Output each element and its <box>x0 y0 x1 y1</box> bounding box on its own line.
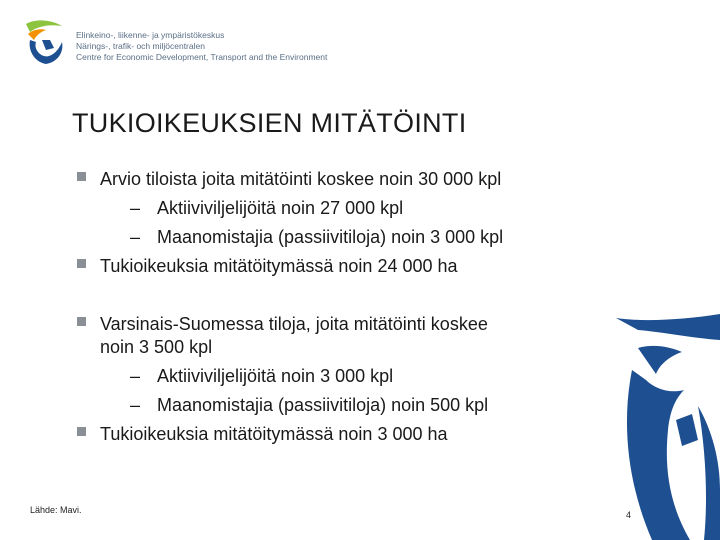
source-note: Lähde: Mavi. <box>30 505 82 515</box>
sub-bullet-text: Aktiiviviljelijöitä noin 27 000 kpl <box>157 198 404 218</box>
org-name-sv: Närings-, trafik- och miljöcentralen <box>76 41 205 51</box>
sub-bullet-text: Aktiiviviljelijöitä noin 3 000 kpl <box>157 366 394 386</box>
sub-bullet-dash: – <box>130 198 141 218</box>
sub-bullet-text: Maanomistajia (passiivitiloja) noin 3 000 kpl <box>157 227 504 247</box>
bullet-text-continued: noin 3 500 kpl <box>100 337 213 357</box>
bullet-square-icon <box>77 427 86 436</box>
ely-centre-logo <box>20 16 72 68</box>
organisation-name <box>76 30 327 63</box>
slide-title: TUKIOIKEUKSIEN MITÄTÖINTI <box>72 108 467 138</box>
sub-bullet-dash: – <box>130 227 141 247</box>
bullet-square-icon <box>77 317 86 326</box>
sub-bullet-dash: – <box>130 395 141 415</box>
bullet-text: Varsinais-Suomessa tiloja, joita mitätöinti koskee <box>100 314 488 334</box>
bullet-text: Tukioikeuksia mitätöitymässä noin 3 000 ha <box>100 424 448 444</box>
decorative-logo-shape-icon <box>612 310 720 540</box>
org-name-en: Centre for Economic Development, Transport and the Environment <box>76 52 328 62</box>
sub-bullet-dash: – <box>130 366 141 386</box>
bullet-square-icon <box>77 259 86 268</box>
sub-bullet-text: Maanomistajia (passiivitiloja) noin 500 kpl <box>157 395 489 415</box>
bullet-text: Tukioikeuksia mitätöitymässä noin 24 000 ha <box>100 256 458 276</box>
org-name-fi: Elinkeino-, liikenne- ja ympäristökeskus <box>76 30 225 40</box>
bullet-text: Arvio tiloista joita mitätöinti koskee noin 30 000 kpl <box>100 169 502 189</box>
bullet-square-icon <box>77 172 86 181</box>
page-number: 4 <box>626 510 632 520</box>
